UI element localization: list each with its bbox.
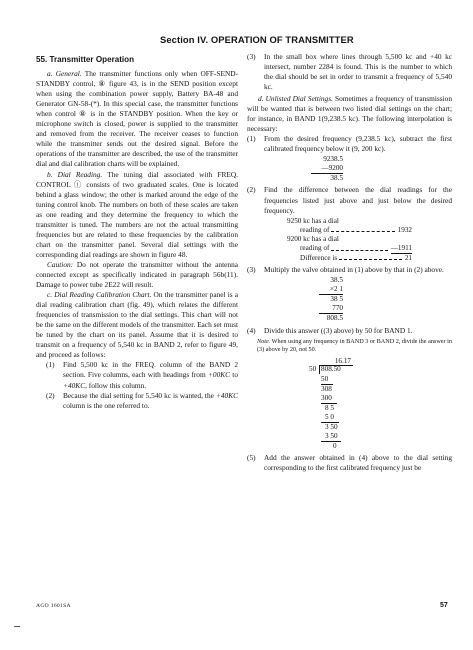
caution-text: Do not operate the transmitter without the antenna connected except as specifically indicated in paragraph 56b(11). Damage to power tube 2E22 will result.	[36, 259, 238, 290]
left-column	[36, 52, 238, 411]
list-item-text: Multiply the valve obtained in (1) above by that in (2) above.	[264, 264, 444, 274]
right-column	[247, 52, 452, 473]
list-item-number: (1)	[46, 360, 55, 370]
list-item-text: Add the answer obtained in (4) above to the dial setting corresponding to the first calibrated frequency just be	[264, 452, 452, 472]
list-item-text: Find the difference between the dial readings for the frequencies listed just above and just below the desired frequency.	[264, 185, 452, 215]
calc-line: reading of —1911	[300, 243, 412, 252]
paragraph-c-text: On the transmitter panel is a dial reading calibration chart (fig. 49), which relates the different frequencies of transmission to the dial settings. This chart will not be the same on the different models of the transmitter. Each set must be tuned by the chart on its panel. Assume that it is desired to transmit on a frequency of 5,540 kc in BAND 2, refer to figure 49, and proceed as follows:	[36, 290, 238, 360]
list-item-number: (3)	[247, 264, 256, 274]
calc-line: 38 5	[330, 294, 343, 303]
paragraph-c	[36, 290, 238, 360]
calc-line: 38.5	[330, 275, 343, 284]
list-item-text: Because the dial setting for 5,540 kc is wanted, the +40KC column is the one referred to.	[63, 390, 238, 410]
calc-line: 50	[321, 375, 333, 385]
calc-line: 8 5	[325, 403, 334, 412]
paragraph-a-text: The transmitter functions only when OFF-SEND-STANDBY control, ⑧ figure 43, is in the SEND position except when using the combination power supply, Battery BA-48 and Generator GN-58-(*). In this special case, the transmitter functions when control ⑧ is in the STANDBY position. When the key or microphone switch is closed, power is supplied to the transmitter and removed from the receiver. The receiver ceases to function while the transmitter sends out the desired signal. Before the operations of the transmitter are described, the use of the transmitter dial and dial calibration charts will be explained.	[36, 69, 239, 169]
calculation-long-division	[309, 357, 353, 451]
paragraph-a	[36, 69, 238, 169]
list-item-text: In the small box where lines through 5,500 kc and +40 kc intersect, number 2284 is found. This is the number to which the dial should be set in order to transmit a frequency of 5,540 kc.	[264, 52, 452, 92]
caution-paragraph	[36, 260, 238, 290]
list-item-number: (2)	[247, 185, 256, 195]
paragraph-c-label: c. Dial Reading Calibration Chart.	[47, 290, 152, 300]
calc-line: 9200 kc has a dial	[287, 234, 339, 243]
division-steps	[309, 375, 353, 451]
calc-line: 0	[333, 441, 337, 450]
calc-line: 808.5	[326, 313, 343, 322]
calc-line: Difference is 21	[300, 253, 412, 262]
list-item-number: (5)	[247, 452, 256, 462]
footer-code: AGO 1601SA	[36, 603, 71, 609]
quotient: 16.17	[334, 356, 351, 365]
list-item	[247, 185, 452, 215]
paragraph-title: 55. Transmitter Operation	[36, 55, 135, 64]
calc-line: 9250 kc has a dial	[287, 216, 339, 225]
note-paragraph	[257, 338, 452, 354]
caution-label: Caution:	[47, 259, 74, 269]
paragraph-b	[36, 170, 238, 260]
calc-line: ×2 1	[319, 285, 343, 295]
calc-line: 5 0	[321, 413, 339, 423]
calculation-multiply	[319, 276, 343, 323]
note-label: Note.	[257, 337, 271, 345]
calculation-difference	[287, 217, 412, 263]
calc-line: reading of 1932	[300, 225, 412, 234]
paragraph-b-text: The tuning dial associated with FREQ. CONTROL ⓘ consists of two graduated scales. One is located behind a glass window; the other is marked around the edge of the tuning control knob. The numbers on both of these scales are taken as one reading and they determine the frequency to which the transmitter is tuned. The numbers are not the actual transmitting frequencies but are related to these frequencies by the calibration chart on the transmitter panel. Several dial settings with the corresponding dial readings are shown in figure 48.	[36, 169, 238, 259]
paragraph-d	[247, 94, 452, 134]
divisor-dividend	[309, 365, 353, 374]
calc-line: 308	[321, 384, 332, 393]
list-item-text: Find 5,500 kc in the FREQ. column of the BAND 2 section. Five columns, each with headings from +00KC to +40KC, follow this column.	[63, 360, 238, 390]
list-item	[36, 391, 238, 411]
section-header: Section IV. OPERATION OF TRANSMITTER	[160, 34, 354, 45]
calc-line: 3 50	[325, 422, 338, 431]
calc-line: 9238.5	[323, 155, 343, 164]
list-item	[247, 134, 452, 154]
list-item-number: (2)	[46, 390, 55, 400]
paragraph-b-label: b. Dial Reading.	[47, 169, 103, 179]
list-item-number: (3)	[247, 52, 256, 61]
calc-line: 300	[321, 394, 337, 404]
margin-mark	[14, 626, 20, 627]
list-item	[36, 360, 238, 390]
list-item	[247, 52, 452, 92]
list-item-text: From the desired frequency (9,238.5 kc), subtract the first calibrated frequency below it (9, 200 kc).	[264, 134, 452, 154]
list-item-number: (4)	[247, 325, 256, 335]
list-item-number: (1)	[247, 134, 256, 144]
calc-line: 770	[319, 304, 343, 314]
paragraph-d-text: Sometimes a frequency of transmission will be wanted that is between two listed dial settings on the chart; for instance, in BAND 1(9,238.5 kc). The following interpolation is necessary:	[247, 94, 452, 134]
calc-line: 3 50	[321, 432, 341, 442]
page-number: 57	[440, 602, 448, 609]
calc-line: 38.5	[330, 174, 343, 183]
list-item	[247, 265, 452, 275]
list-item	[247, 326, 452, 336]
divisor: 50	[309, 365, 317, 374]
calc-line: —9200	[311, 164, 343, 174]
dividend: 808.50	[321, 365, 341, 374]
calculation-subtract	[311, 155, 343, 183]
note-text: When using any frequency in BAND 3 or BAND 2, divide the answer in (3) above by 20, not 50.	[257, 337, 452, 353]
paragraph-d-label: d. Unlisted Dial Settings.	[258, 94, 333, 104]
list-item-text: Divide this answer ((3) above) by 50 for BAND 1.	[264, 325, 413, 335]
list-item	[247, 453, 452, 473]
paragraph-a-label: a. General.	[47, 69, 82, 79]
